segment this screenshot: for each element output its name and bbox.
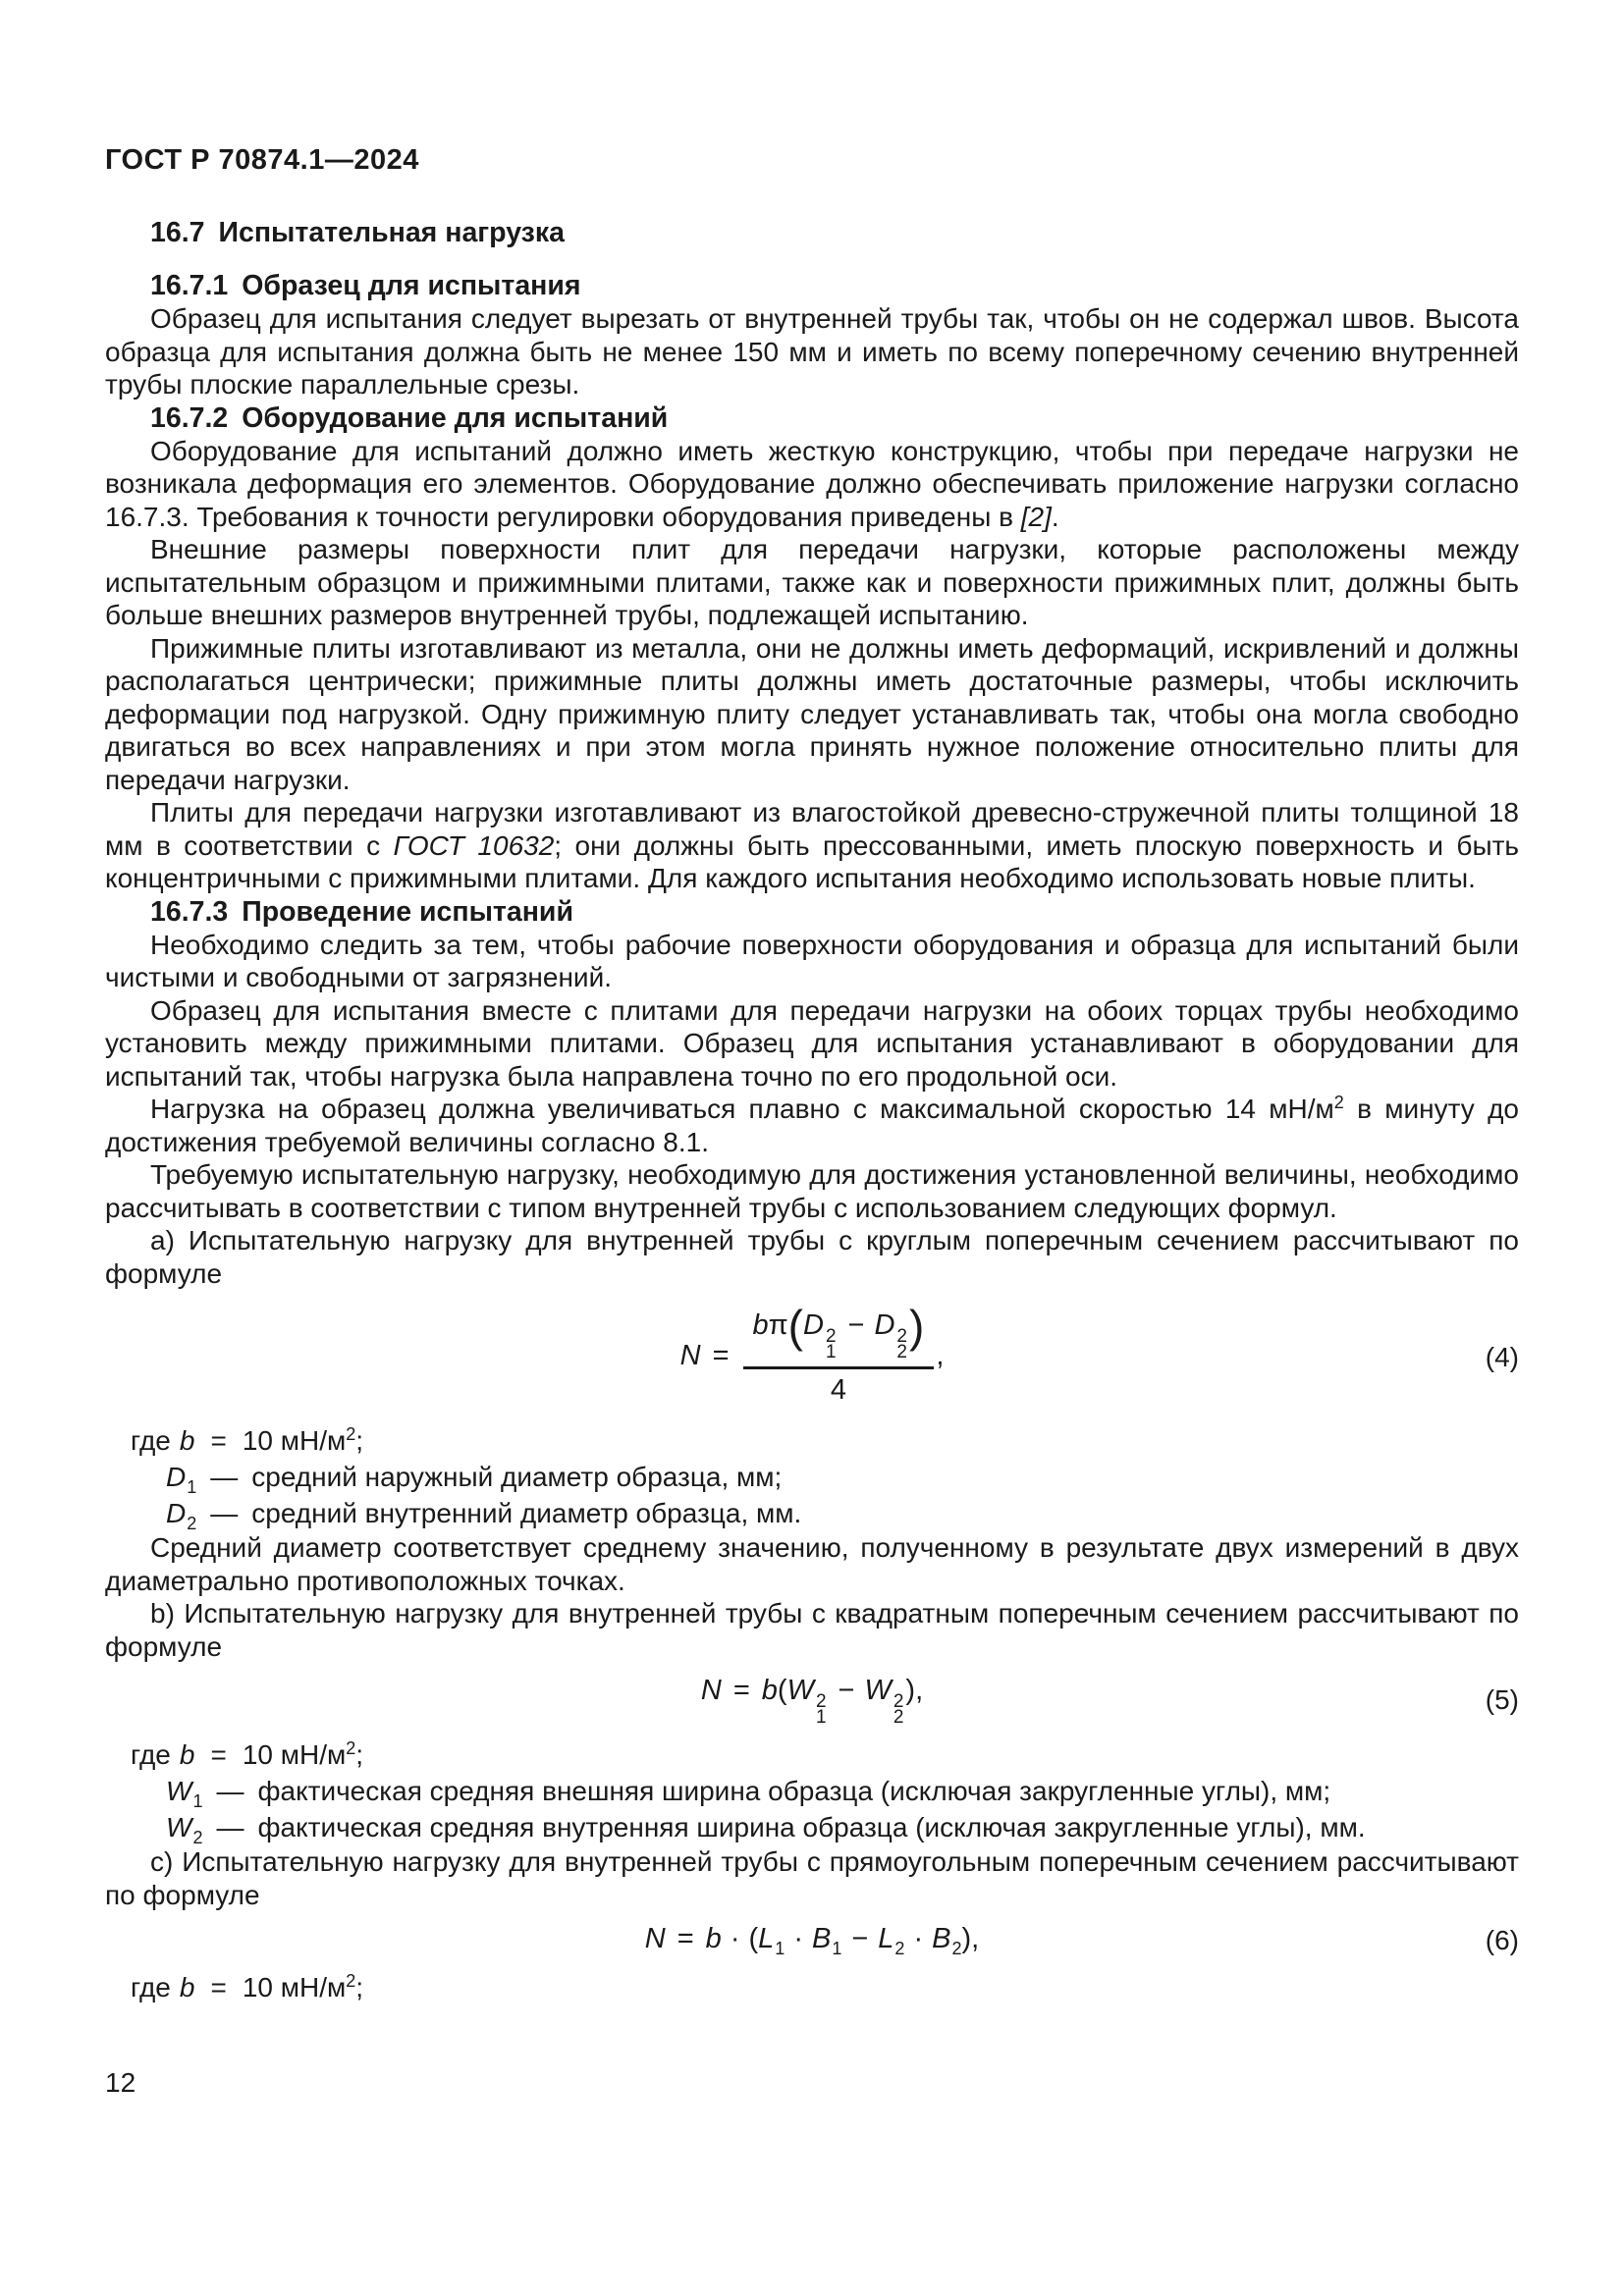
heading-16-7-title: Испытательная нагрузка: [218, 217, 565, 248]
page-content: [105, 143, 1519, 2005]
definition-W1-sub: 1: [192, 1791, 203, 1811]
where-clause-4: [105, 1422, 1519, 1459]
definition-W2-sub: 2: [192, 1828, 203, 1847]
page-number: 12: [105, 2067, 136, 2098]
formula-6-number: (6): [1485, 1924, 1519, 1955]
heading-16-7-3-number: 16.7.3: [150, 895, 229, 928]
paragraph-load-rate: [105, 1093, 1519, 1158]
where-clause-6: [105, 1969, 1519, 2005]
doc-code-header: ГОСТ Р 70874.1—2024: [105, 144, 419, 176]
formula-6-var-N: N: [644, 1923, 666, 1954]
formula-5-var-N: N: [700, 1675, 722, 1706]
formula-5-close-paren: ): [905, 1675, 916, 1706]
paragraph-specimen: Образец для испытания следует вырезать от внутренней трубы так, чтобы он не содержал швов. Высота образца для испытания должна быть не менее 150 мм и иметь по всему поперечному сечению внутренней трубы плоские параллельные срезы.: [105, 303, 1519, 400]
formula-5-var-W2: W: [864, 1675, 892, 1706]
paragraph-load-rate-end: в минуту до достижения требуемой величины согласно 8.1.: [105, 1094, 1519, 1157]
formula-6-dot-3: ·: [913, 1923, 924, 1954]
definition-W2-text: фактическая средняя внутренняя ширина образца (исключая закругленные углы), мм.: [257, 1812, 1366, 1842]
formula-4-minus: −: [847, 1309, 865, 1341]
formula-4-var-N: N: [679, 1340, 701, 1372]
load-rate-superscript: 2: [1333, 1093, 1344, 1112]
formula-6-var-B2: B: [932, 1923, 951, 1954]
heading-16-7-2-title: Оборудование для испытаний: [242, 401, 669, 434]
formula-5-W1-sub: 1: [815, 1706, 827, 1728]
definition-W1: [105, 1773, 1519, 1809]
where-4-sup: 2: [346, 1424, 356, 1444]
definition-D2-dash: —: [210, 1498, 239, 1528]
formula-4-var-D1: D: [802, 1309, 824, 1341]
heading-16-7-number: 16.7: [150, 217, 205, 248]
where-5-gde: где: [131, 1739, 171, 1770]
where-clause-5: [105, 1736, 1519, 1773]
formula-5: [105, 1663, 1519, 1736]
gost-10632-ref: ГОСТ 10632: [393, 829, 555, 861]
where-4-equals: =: [210, 1425, 227, 1456]
formula-4-var-D2: D: [874, 1309, 895, 1341]
formula-4-pi: π: [768, 1309, 788, 1341]
bibliography-ref-2: [2]: [1020, 501, 1052, 532]
definition-W1-dash: —: [216, 1776, 244, 1806]
heading-16-7: [105, 216, 1519, 249]
formula-6-comma: ,: [971, 1923, 980, 1954]
paragraph-load-transfer-plates: [105, 796, 1519, 895]
formula-4-D2-sup: 2: [896, 1326, 907, 1347]
heading-16-7-1: [105, 269, 1519, 302]
heading-16-7-1-title: Образец для испытания: [242, 270, 581, 301]
where-5-semicolon: ;: [355, 1739, 364, 1770]
formula-6-dot-1: ·: [730, 1923, 740, 1954]
definition-D2-text: средний внутренний диаметр образца, мм.: [251, 1498, 802, 1528]
formula-4: [105, 1301, 1519, 1409]
paragraph-clean-surfaces: Необходимо следить за тем, чтобы рабочие поверхности оборудования и образца для испытаний были чистыми и свободными от загрязнений.: [105, 929, 1519, 992]
paragraph-load-transfer-plates-end: ; они должны быть прессованными, иметь плоскую поверхность и быть концентричными с прижимными плитами. Для каждого испытания необходимо использовать новые плиты.: [105, 829, 1519, 893]
where-6-value: 10 мН/м: [242, 1972, 347, 2002]
formula-6-var-L1: L: [758, 1923, 775, 1954]
formula-4-equals: =: [712, 1340, 730, 1372]
formula-5-W1-scripts: [815, 1691, 827, 1728]
formula-5-W2-sup: 2: [893, 1691, 904, 1712]
where-5-var-b: b: [179, 1739, 195, 1770]
where-4-value: 10 мН/м: [242, 1425, 347, 1456]
list-item-a: a) Испытательную нагрузку для внутренней трубы с круглым поперечным сечением рассчитывают по формуле: [105, 1225, 1519, 1289]
paragraph-equipment-rigidity-text: Оборудование для испытаний должно иметь жесткую конструкцию, чтобы при передаче нагрузки не возникала деформация его элементов. Оборудование должно обеспечивать приложение нагрузки согласно 16.7.3. Требования к точности регулировки оборудования приведены в: [105, 435, 1519, 532]
formula-6-var-b: b: [705, 1923, 722, 1954]
where-5-equals: =: [210, 1739, 227, 1770]
paragraph-required-load: Требуемую испытательную нагрузку, необходимую для достижения установленной величины, необходимо рассчитывать в соответствии с типом внутренней трубы с использованием следующих формул.: [105, 1159, 1519, 1223]
formula-6-close-paren: ): [961, 1923, 972, 1954]
paragraph-pressure-plates: Прижимные плиты изготавливают из металла, они не должны иметь деформаций, искривлений и должны располагаться центрически; прижимные плиты должны иметь достаточные размеры, чтобы исключить деформации под нагрузкой. Одну прижимную плиту следует устанавливать так, чтобы она могла свободно двигаться во всех направлениях и при этом могла принять нужное положение относительно плиты для передачи нагрузки.: [105, 632, 1519, 795]
heading-16-7-1-number: 16.7.1: [150, 270, 229, 301]
formula-6-expression: [645, 1921, 979, 1957]
definition-D1: [105, 1459, 1519, 1495]
paragraph-mean-diameter: Средний диаметр соответствует среднему значению, полученному в результате двух измерений в двух диаметрально противоположных точках.: [105, 1532, 1519, 1596]
formula-6: [105, 1911, 1519, 1969]
formula-5-var-b: b: [761, 1675, 778, 1706]
definition-D2-sub: 2: [187, 1514, 197, 1533]
formula-4-comma: ,: [936, 1340, 945, 1372]
formula-5-comma: ,: [915, 1675, 924, 1706]
formula-6-L2-sub: 2: [894, 1939, 905, 1958]
list-item-b: b) Испытательную нагрузку для внутренней трубы с квадратным поперечным сечением рассчитывают по формуле: [105, 1598, 1519, 1662]
paragraph-equipment-rigidity-end: .: [1051, 501, 1059, 532]
definition-W2-dash: —: [216, 1812, 244, 1842]
definition-D1-sub: 1: [187, 1477, 197, 1497]
definition-D2: [105, 1495, 1519, 1531]
formula-4-D1-sub: 1: [825, 1341, 837, 1362]
where-6-var-b: b: [179, 1972, 195, 2002]
definition-D1-var: D: [166, 1462, 187, 1492]
formula-5-equals: =: [732, 1675, 750, 1706]
formula-5-number: (5): [1485, 1683, 1519, 1715]
formula-6-var-B1: B: [811, 1923, 832, 1954]
formula-5-minus: −: [838, 1675, 855, 1706]
formula-6-equals: =: [677, 1923, 694, 1954]
where-4-semicolon: ;: [355, 1425, 364, 1456]
where-4-var-b: b: [179, 1425, 195, 1456]
formula-6-open-paren: (: [748, 1923, 759, 1954]
formula-6-minus: −: [851, 1923, 869, 1954]
where-6-semicolon: ;: [355, 1972, 364, 2002]
formula-4-numerator: [743, 1301, 935, 1366]
paragraph-equipment-rigidity: [105, 435, 1519, 534]
definition-D1-dash: —: [210, 1462, 239, 1492]
formula-4-expression: [679, 1301, 945, 1409]
formula-5-W2-scripts: [893, 1691, 904, 1728]
where-6-equals: =: [210, 1972, 227, 2002]
heading-16-7-2: [105, 401, 1519, 435]
formula-4-var-b: b: [752, 1309, 769, 1341]
where-4-gde: где: [131, 1425, 171, 1456]
where-5-value: 10 мН/м: [242, 1739, 347, 1770]
formula-5-W2-sub: 2: [893, 1706, 904, 1728]
where-5-sup: 2: [346, 1738, 356, 1758]
formula-6-L1-sub: 1: [775, 1939, 785, 1958]
formula-4-open-paren: (: [787, 1301, 803, 1352]
formula-5-W1-sup: 2: [815, 1691, 827, 1712]
definition-W2: [105, 1809, 1519, 1845]
paragraph-load-rate-text: Нагрузка на образец должна увеличиваться плавно с максимальной скоростью 14 мН/м: [150, 1094, 1334, 1124]
formula-4-D2-sub: 2: [896, 1341, 907, 1362]
formula-6-var-L2: L: [878, 1923, 894, 1954]
heading-16-7-3-title: Проведение испытаний: [242, 895, 573, 928]
heading-16-7-3: [105, 895, 1519, 929]
formula-5-var-W1: W: [786, 1675, 814, 1706]
formula-4-number: (4): [1485, 1341, 1519, 1372]
formula-4-D2-scripts: [896, 1326, 907, 1362]
paragraph-plate-dimensions: Внешние размеры поверхности плит для передачи нагрузки, которые расположены между испытательным образцом и прижимными плитами, также как и поверхности прижимных плит, должны быть больше внешних размеров внутренней трубы, подлежащей испытанию.: [105, 534, 1519, 630]
heading-16-7-2-number: 16.7.2: [150, 401, 229, 434]
formula-5-expression: [700, 1673, 924, 1728]
formula-4-D1-sup: 2: [825, 1326, 837, 1347]
formula-6-B1-sub: 1: [832, 1939, 842, 1958]
formula-6-dot-2: ·: [793, 1923, 803, 1954]
where-6-gde: где: [131, 1972, 171, 2002]
list-item-c: c) Испытательную нагрузку для внутренней трубы с прямоугольным поперечным сечением рассчитывают по формуле: [105, 1846, 1519, 1910]
where-6-sup: 2: [346, 1971, 356, 1991]
formula-4-close-paren: ): [908, 1301, 925, 1352]
definition-W1-text: фактическая средняя внешняя ширина образца (исключая закругленные углы), мм;: [257, 1776, 1331, 1806]
paragraph-load-transfer-plates-text: Плиты для передачи нагрузки изготавливают из влагостойкой древесно-стружечной плиты толщиной 18 мм в соответствии с: [105, 797, 1519, 861]
formula-5-open-paren: (: [777, 1675, 787, 1706]
formula-4-denominator: 4: [743, 1366, 935, 1409]
definition-W1-var: W: [166, 1776, 192, 1806]
paragraph-specimen-installation: Образец для испытания вместе с плитами для передачи нагрузки на обоих торцах трубы необходимо установить между прижимными плитами. Образец для испытания устанавливают в оборудовании для испытаний так, чтобы нагрузка была направлена точно по его продольной оси.: [105, 994, 1519, 1092]
definition-D2-var: D: [166, 1498, 187, 1528]
definition-D1-text: средний наружный диаметр образца, мм;: [251, 1462, 783, 1492]
formula-4-D1-scripts: [825, 1326, 837, 1362]
formula-4-fraction: [743, 1301, 935, 1409]
definition-W2-var: W: [166, 1812, 192, 1842]
formula-6-B2-sub: 2: [951, 1939, 962, 1958]
